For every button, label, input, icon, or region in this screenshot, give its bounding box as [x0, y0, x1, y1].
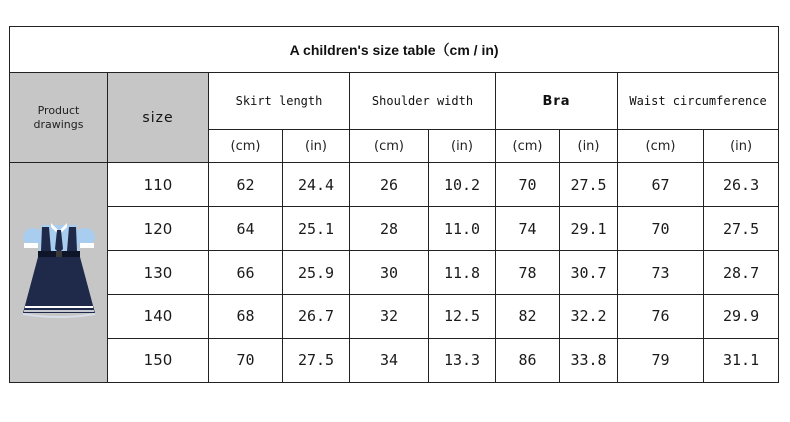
dress-image: [21, 221, 97, 325]
bra-cm-cell: 74: [496, 207, 560, 251]
waist-cm-cell: 76: [618, 295, 704, 339]
table-row: [10, 163, 779, 207]
size-table: [9, 26, 779, 383]
skirt-in-cell: 25.9: [283, 251, 350, 295]
waist-in-cell: 27.5: [704, 207, 779, 251]
waist-cm-cell: 70: [618, 207, 704, 251]
unit-in: (in): [560, 130, 618, 163]
shoulder-in-cell: 13.3: [429, 338, 496, 382]
table-title: A children's size table（cm / in): [10, 27, 779, 73]
size-cell: 110: [108, 163, 209, 207]
skirt-length-header: Skirt length: [209, 73, 350, 130]
bra-in-cell: 33.8: [560, 338, 618, 382]
table-row: [10, 207, 779, 251]
skirt-cm-cell: 70: [209, 338, 283, 382]
waist-in-cell: 26.3: [704, 163, 779, 207]
shoulder-cm-cell: 34: [350, 338, 429, 382]
size-header: size: [108, 73, 209, 163]
bra-cm-cell: 86: [496, 338, 560, 382]
bra-cm-cell: 70: [496, 163, 560, 207]
bra-in-cell: 32.2: [560, 295, 618, 339]
bra-in-cell: 30.7: [560, 251, 618, 295]
bra-in-cell: 29.1: [560, 207, 618, 251]
shoulder-in-cell: 11.0: [429, 207, 496, 251]
table-row: [10, 338, 779, 382]
size-cell: 150: [108, 338, 209, 382]
size-cell: 120: [108, 207, 209, 251]
shoulder-in-cell: 10.2: [429, 163, 496, 207]
size-cell: 140: [108, 295, 209, 339]
skirt-cm-cell: 62: [209, 163, 283, 207]
product-drawings-header: Product drawings: [10, 73, 108, 163]
shoulder-in-cell: 12.5: [429, 295, 496, 339]
shoulder-cm-cell: 32: [350, 295, 429, 339]
waist-cm-cell: 73: [618, 251, 704, 295]
waist-in-cell: 28.7: [704, 251, 779, 295]
unit-in: (in): [283, 130, 350, 163]
unit-in: (in): [429, 130, 496, 163]
bra-cm-cell: 82: [496, 295, 560, 339]
bra-in-cell: 27.5: [560, 163, 618, 207]
table-row: [10, 295, 779, 339]
shoulder-cm-cell: 30: [350, 251, 429, 295]
skirt-in-cell: 25.1: [283, 207, 350, 251]
table-row: [10, 251, 779, 295]
skirt-cm-cell: 64: [209, 207, 283, 251]
unit-in: (in): [704, 130, 779, 163]
shoulder-width-header: Shoulder width: [350, 73, 496, 130]
waist-cm-cell: 79: [618, 338, 704, 382]
shoulder-cm-cell: 28: [350, 207, 429, 251]
bra-cm-cell: 78: [496, 251, 560, 295]
unit-cm: (cm): [350, 130, 429, 163]
skirt-in-cell: 26.7: [283, 295, 350, 339]
skirt-cm-cell: 68: [209, 295, 283, 339]
skirt-in-cell: 24.4: [283, 163, 350, 207]
waist-cm-cell: 67: [618, 163, 704, 207]
product-drawing-cell: [10, 163, 108, 383]
bra-header: Bra: [496, 73, 618, 130]
size-cell: 130: [108, 251, 209, 295]
shoulder-cm-cell: 26: [350, 163, 429, 207]
waist-in-cell: 29.9: [704, 295, 779, 339]
skirt-cm-cell: 66: [209, 251, 283, 295]
skirt-in-cell: 27.5: [283, 338, 350, 382]
shoulder-in-cell: 11.8: [429, 251, 496, 295]
unit-cm: (cm): [209, 130, 283, 163]
unit-cm: (cm): [618, 130, 704, 163]
waist-circumference-header: Waist circumference: [618, 73, 779, 130]
unit-cm: (cm): [496, 130, 560, 163]
waist-in-cell: 31.1: [704, 338, 779, 382]
